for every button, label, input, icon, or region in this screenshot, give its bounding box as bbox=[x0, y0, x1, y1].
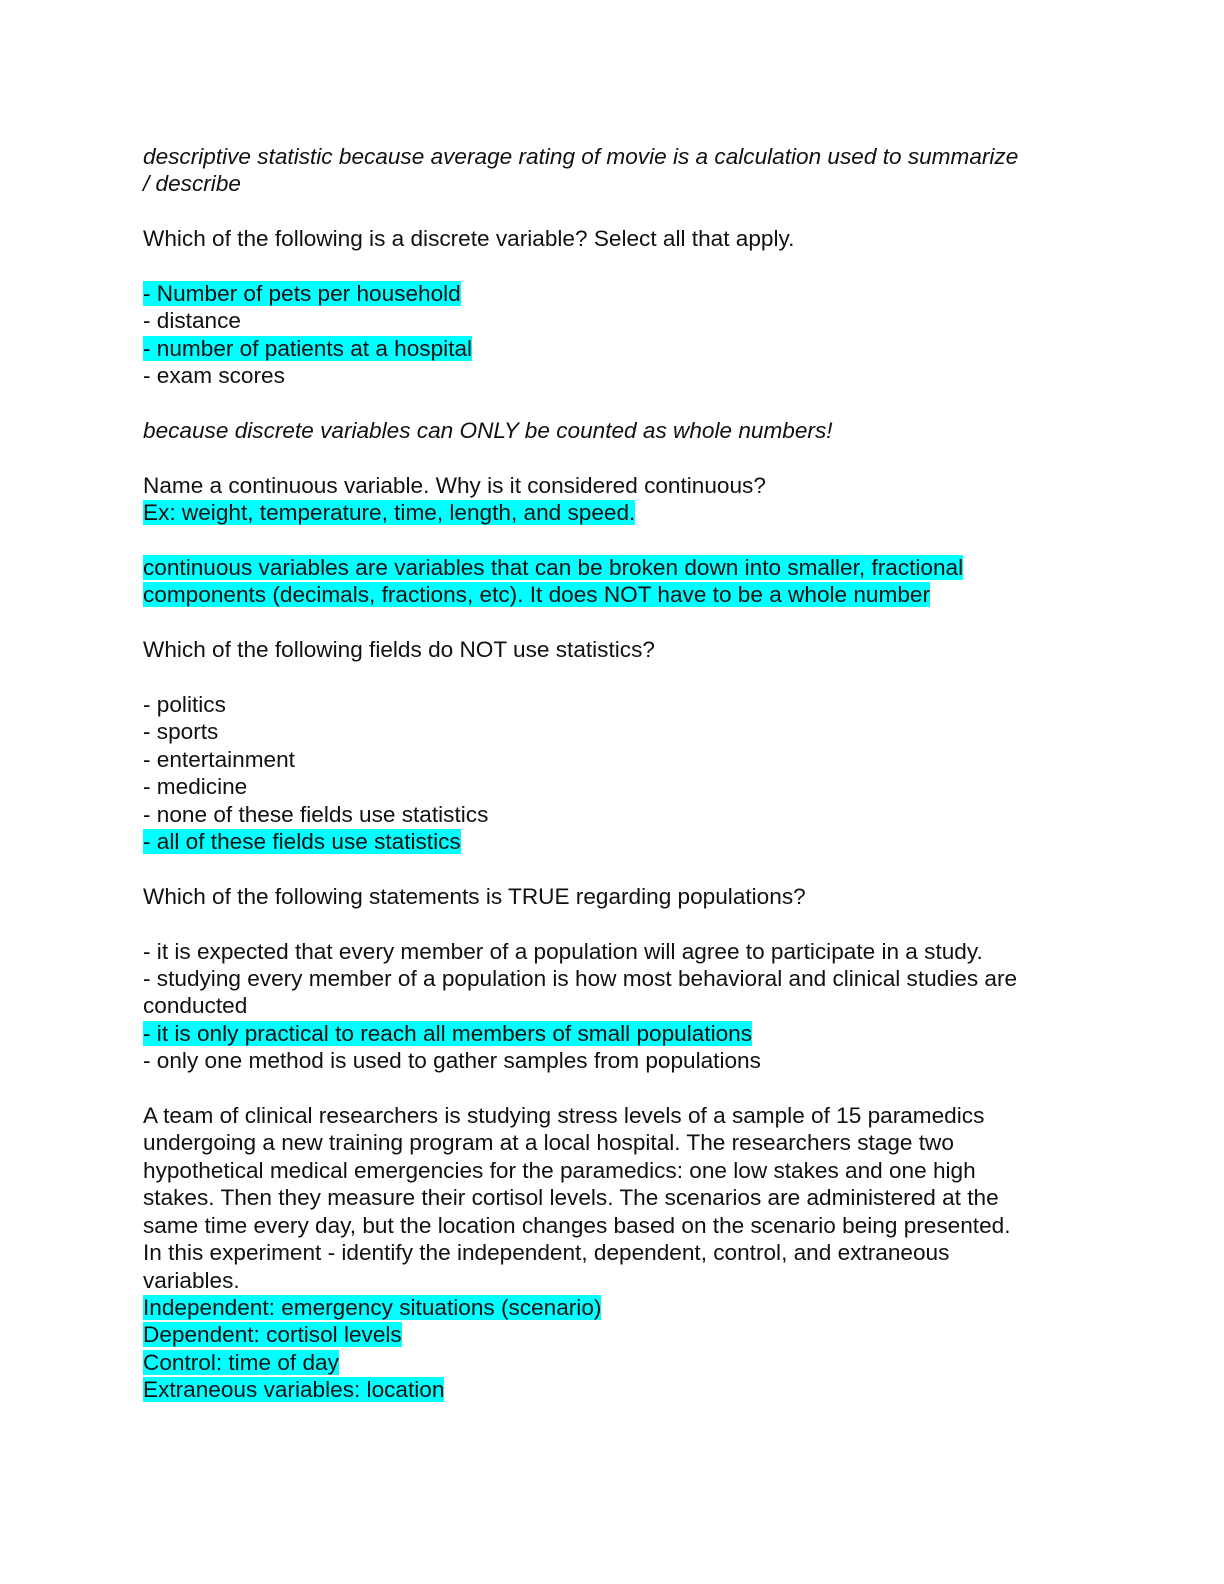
spacer bbox=[143, 390, 1073, 417]
option-item bbox=[143, 335, 1073, 362]
document-page bbox=[143, 143, 1073, 1404]
option-item: - exam scores bbox=[143, 363, 285, 389]
highlighted-answer: - number of patients at a hospital bbox=[143, 335, 473, 361]
intro-line: / describe bbox=[143, 171, 241, 197]
question-fields: Which of the following fields do NOT use statistics? bbox=[143, 637, 655, 663]
spacer bbox=[143, 253, 1073, 280]
option-item: - studying every member of a population is how most behavioral and clinical studies are bbox=[143, 966, 1018, 992]
option-item: - none of these fields use statistics bbox=[143, 801, 489, 827]
experiment-answer bbox=[143, 1376, 1073, 1403]
spacer bbox=[143, 444, 1073, 471]
spacer bbox=[143, 664, 1073, 691]
option-item: - distance bbox=[143, 308, 241, 334]
spacer bbox=[143, 910, 1073, 937]
option-item bbox=[143, 1020, 1073, 1047]
intro-line: descriptive statistic because average rating of movie is a calculation used to summarize bbox=[143, 144, 1019, 169]
experiment-paragraph-line: In this experiment - identify the independent, dependent, control, and extraneous bbox=[143, 1240, 950, 1266]
experiment-answer bbox=[143, 1349, 1073, 1376]
option-item: - medicine bbox=[143, 774, 248, 800]
experiment-paragraph-line: stakes. Then they measure their cortisol levels. The scenarios are administered at the bbox=[143, 1185, 999, 1211]
highlighted-answer: components (decimals, fractions, etc). It does NOT have to be a whole number bbox=[143, 582, 930, 608]
spacer bbox=[143, 527, 1073, 554]
experiment-paragraph-line: undergoing a new training program at a local hospital. The researchers stage two bbox=[143, 1130, 954, 1156]
highlighted-answer: Extraneous variables: location bbox=[143, 1377, 445, 1403]
highlighted-answer: Independent: emergency situations (scenario) bbox=[143, 1294, 602, 1320]
experiment-paragraph-line: hypothetical medical emergencies for the paramedics: one low stakes and one high bbox=[143, 1157, 976, 1183]
explanation-continuous bbox=[143, 554, 1073, 581]
answer-continuous bbox=[143, 499, 1073, 526]
experiment-answer bbox=[143, 1321, 1073, 1348]
option-item: - entertainment bbox=[143, 746, 295, 772]
explanation-discrete: because discrete variables can ONLY be counted as whole numbers! bbox=[143, 418, 833, 444]
spacer bbox=[143, 855, 1073, 882]
option-item bbox=[143, 280, 1073, 307]
spacer bbox=[143, 609, 1073, 636]
highlighted-answer: - Number of pets per household bbox=[143, 281, 461, 306]
experiment-answer bbox=[143, 1294, 1073, 1321]
highlighted-answer: Control: time of day bbox=[143, 1349, 339, 1375]
highlighted-answer: - it is only practical to reach all members of small populations bbox=[143, 1020, 753, 1046]
spacer bbox=[143, 1075, 1073, 1102]
spacer bbox=[143, 198, 1073, 225]
option-item bbox=[143, 828, 1073, 855]
highlighted-answer: Ex: weight, temperature, time, length, and speed. bbox=[143, 500, 636, 526]
experiment-paragraph-line: same time every day, but the location changes based on the scenario being presented. bbox=[143, 1212, 1011, 1238]
question-discrete: Which of the following is a discrete variable? Select all that apply. bbox=[143, 226, 795, 252]
highlighted-answer: Dependent: cortisol levels bbox=[143, 1322, 402, 1348]
experiment-paragraph-line: A team of clinical researchers is studying stress levels of a sample of 15 paramedics bbox=[143, 1103, 985, 1129]
option-item: - only one method is used to gather samples from populations bbox=[143, 1048, 761, 1074]
option-item: - it is expected that every member of a population will agree to participate in a study. bbox=[143, 938, 983, 964]
explanation-continuous bbox=[143, 581, 1073, 608]
option-item: - sports bbox=[143, 719, 219, 745]
question-populations: Which of the following statements is TRUE regarding populations? bbox=[143, 883, 806, 909]
highlighted-answer: continuous variables are variables that can be broken down into smaller, fractional bbox=[143, 555, 964, 581]
highlighted-answer: - all of these fields use statistics bbox=[143, 829, 461, 855]
option-item: - politics bbox=[143, 692, 226, 718]
option-item: conducted bbox=[143, 993, 248, 1019]
question-continuous: Name a continuous variable. Why is it considered continuous? bbox=[143, 472, 766, 498]
experiment-paragraph-line: variables. bbox=[143, 1267, 240, 1293]
